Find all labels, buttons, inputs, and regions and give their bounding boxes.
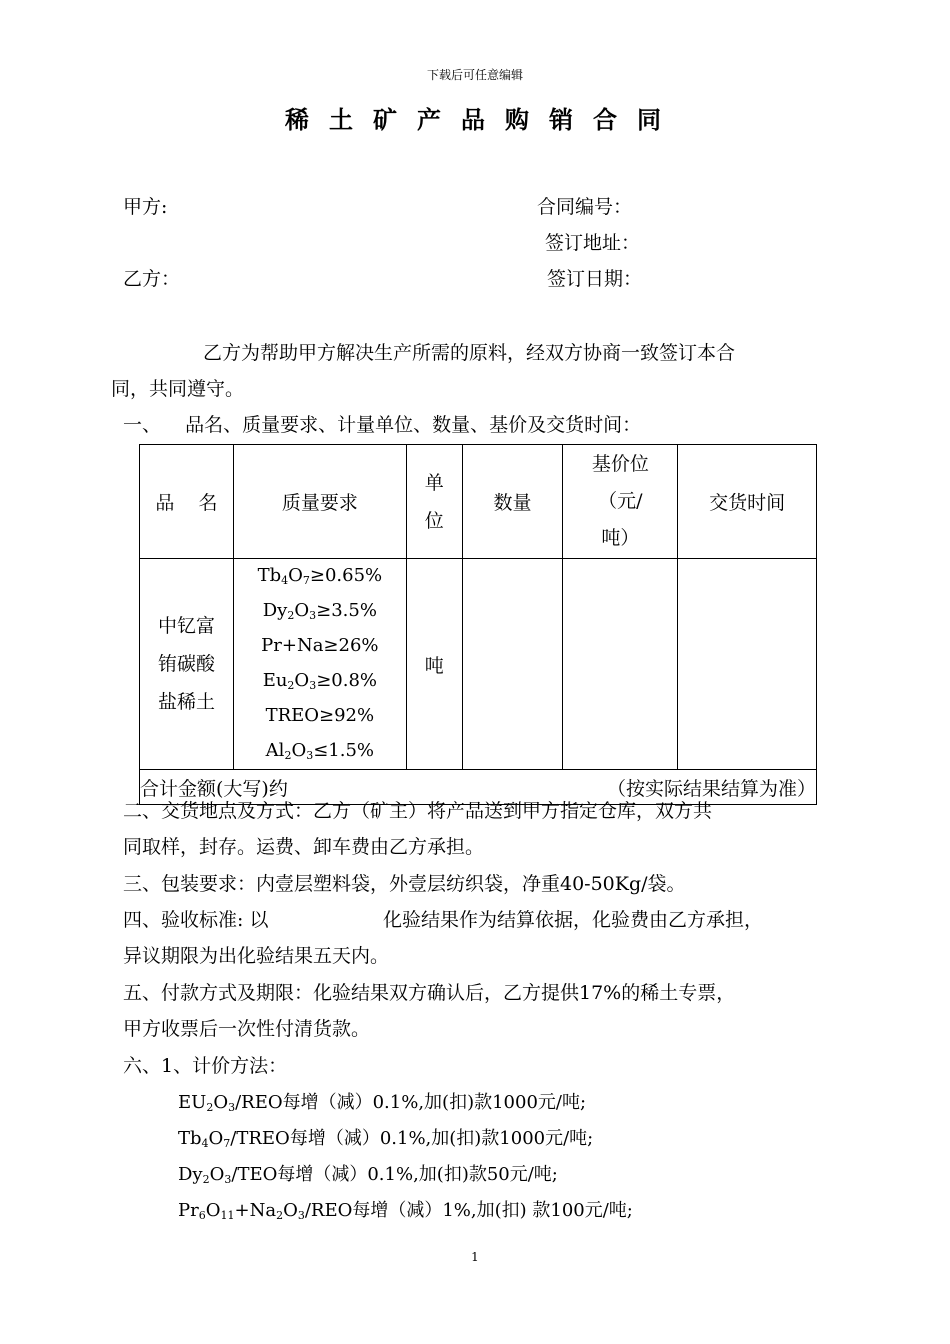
col-header-unit-1: 单	[424, 471, 444, 494]
section-1-heading: 一、 品名、质量要求、计量单位、数量、基价及交货时间：	[123, 414, 642, 436]
quality-item: $Tb_4O_7\ge 0.65\%$	[257, 565, 383, 587]
table-header-row	[140, 445, 817, 559]
col-header-price-2: （元/	[598, 490, 643, 512]
quality-item: $Eu_2O_3\ge 0.8\%$	[262, 670, 377, 692]
section-6-heading: 六、1、计价方法：	[123, 1055, 288, 1077]
price-cell	[563, 559, 678, 770]
col-header-delivery: 交货时间	[678, 445, 817, 559]
product-name-line: 铕碳酸	[157, 653, 215, 675]
section-2-line-1: 二、交货地点及方式：乙方（矿主）将产品送到甲方指定仓库，双方共	[123, 800, 713, 822]
section-4-line-2: 异议期限为出化验结果五天内。	[123, 945, 390, 967]
title-char: 矿	[373, 106, 401, 134]
title-char: 土	[329, 106, 357, 134]
document-title	[0, 100, 950, 135]
product-name-line: 盐稀土	[157, 691, 215, 713]
pricing-rule-tb: $Tb_4O_7$/TREO每增（减）0.1%,加(扣)款1000元/吨;	[178, 1128, 594, 1150]
title-char: 购	[505, 106, 533, 134]
col-header-quantity: 数量	[462, 445, 563, 559]
unit-cell: 吨	[406, 559, 462, 770]
title-char: 品	[461, 106, 489, 134]
quantity-cell	[462, 559, 563, 770]
title-char: 稀	[285, 106, 313, 134]
table-row	[140, 559, 817, 770]
contract-number-label: 合同编号：	[537, 196, 633, 218]
total-amount-label: 合计金额(大写)约	[140, 777, 288, 800]
col-header-price	[563, 445, 678, 559]
section-3: 三、包装要求：内壹层塑料袋，外壹层纺织袋，净重40-50Kg/袋。	[123, 873, 686, 895]
total-note: （按实际结果结算为准）	[606, 777, 816, 800]
intro-line-1: 乙方为帮助甲方解决生产所需的原料，经双方协商一致签订本合	[203, 342, 736, 364]
sign-date-label: 签订日期：	[547, 268, 643, 290]
page-header: 下载后可任意编辑	[426, 68, 523, 82]
title-char: 合	[593, 106, 621, 134]
intro-line-2: 同，共同遵守。	[111, 378, 245, 400]
col-header-name: 品 名	[140, 445, 234, 559]
product-name-line: 中钇富	[157, 615, 215, 637]
section-5-line-2: 甲方收票后一次性付清货款。	[123, 1018, 371, 1040]
col-header-price-1: 基价位	[591, 453, 649, 475]
party-b-label: 乙方：	[123, 268, 181, 290]
col-header-price-3: 吨）	[601, 527, 640, 549]
col-header-quality: 质量要求	[233, 445, 406, 559]
col-header-unit	[406, 445, 462, 559]
section-5-line-1: 五、付款方式及期限：化验结果双方确认后，乙方提供17%的稀土专票，	[123, 982, 736, 1004]
quality-item: TREO≥92%	[265, 705, 375, 726]
goods-table	[139, 444, 817, 805]
party-a-label: 甲方:	[123, 196, 168, 218]
section-4-line-1-start: 四、验收标准: 以	[123, 909, 269, 931]
quality-item: $Al_2O_3\le 1.5\%$	[265, 740, 375, 762]
quality-item: $Dy_2O_3\ge 3.5\%$	[262, 600, 377, 622]
pricing-rule-dy: $Dy_2O_3$/TEO每增（减）0.1%,加(扣)款50元/吨;	[178, 1164, 558, 1186]
delivery-cell	[678, 559, 817, 770]
title-char: 产	[417, 106, 445, 134]
pricing-rule-eu: $EU_2O_3$/REO每增（减）0.1%,加(扣)款1000元/吨;	[178, 1092, 587, 1114]
title-char: 销	[549, 106, 577, 134]
col-header-unit-2: 位	[424, 509, 444, 532]
product-name-cell	[140, 559, 234, 770]
quality-item: Pr+Na≥26%	[261, 635, 379, 656]
page-number: 1	[471, 1250, 479, 1264]
sign-place-label: 签订地址：	[545, 232, 641, 254]
pricing-rule-pr-na: $Pr_6O_{11}+Na_2O_3$/REO每增（减）1%,加(扣) 款100元/吨;	[178, 1200, 633, 1222]
title-char: 同	[637, 106, 665, 134]
quality-cell	[233, 559, 406, 770]
section-4-line-1-end: 化验结果作为结算依据，化验费由乙方承担，	[383, 909, 764, 931]
section-2-line-2: 同取样，封存。运费、卸车费由乙方承担。	[123, 836, 485, 858]
